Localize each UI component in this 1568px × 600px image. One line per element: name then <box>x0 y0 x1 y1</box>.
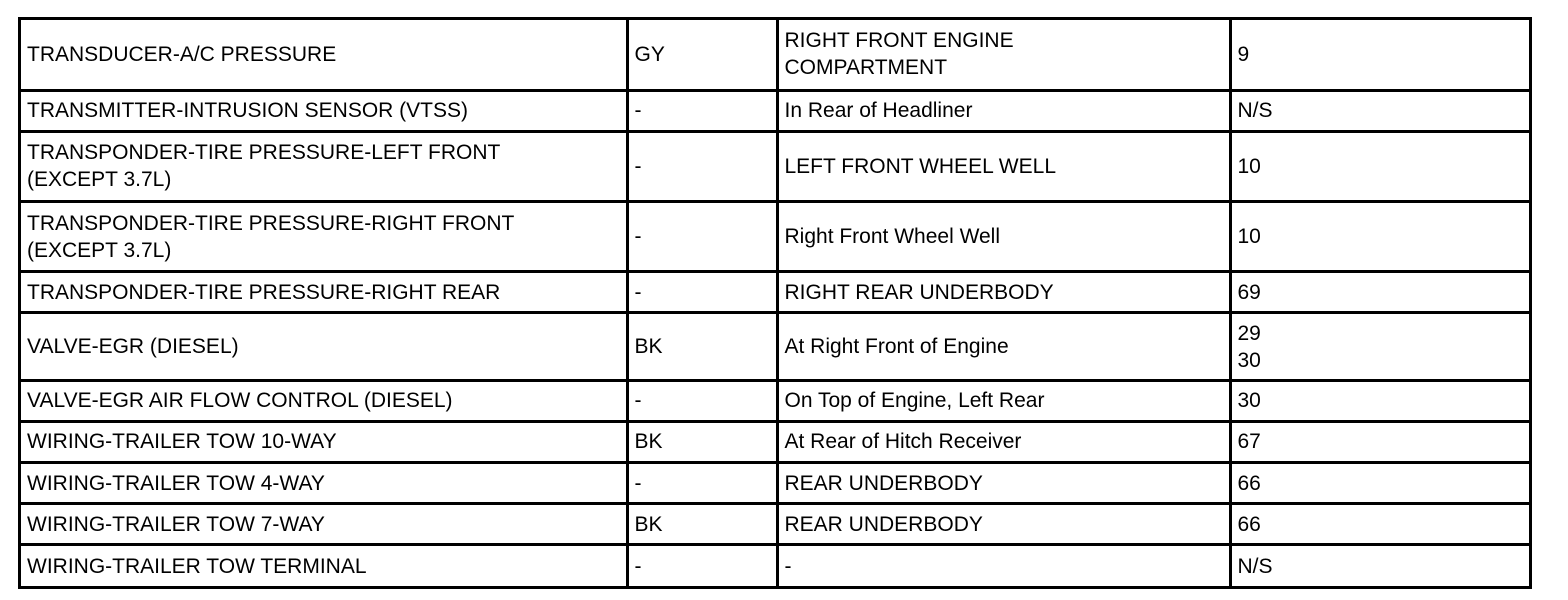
figure-cell: 10 <box>1230 131 1529 201</box>
figure-cell: N/S <box>1230 90 1529 131</box>
location-cell: REAR UNDERBODY <box>777 463 1230 504</box>
figure-cell: 10 <box>1230 202 1529 272</box>
figure-cell: 9 <box>1230 20 1529 90</box>
location-cell: LEFT FRONT WHEEL WELL <box>777 131 1230 201</box>
component-cell: TRANSPONDER-TIRE PRESSURE-RIGHT FRONT (EXCEPT 3.7L) <box>21 202 627 272</box>
component-cell: WIRING-TRAILER TOW 7-WAY <box>21 504 627 545</box>
color-cell: BK <box>627 313 777 380</box>
component-cell: WIRING-TRAILER TOW 4-WAY <box>21 463 627 504</box>
color-cell: - <box>627 131 777 201</box>
component-cell: WIRING-TRAILER TOW TERMINAL <box>21 545 627 586</box>
table-row <box>21 272 1529 313</box>
location-cell: Right Front Wheel Well <box>777 202 1230 272</box>
color-cell: GY <box>627 20 777 90</box>
location-cell: On Top of Engine, Left Rear <box>777 380 1230 421</box>
component-cell: VALVE-EGR (DIESEL) <box>21 313 627 380</box>
component-cell: TRANSMITTER-INTRUSION SENSOR (VTSS) <box>21 90 627 131</box>
color-cell: - <box>627 545 777 586</box>
table-row <box>21 90 1529 131</box>
table-row <box>21 463 1529 504</box>
component-cell: TRANSDUCER-A/C PRESSURE <box>21 20 627 90</box>
component-cell: TRANSPONDER-TIRE PRESSURE-RIGHT REAR <box>21 272 627 313</box>
location-cell: RIGHT FRONT ENGINE COMPARTMENT <box>777 20 1230 90</box>
color-cell: - <box>627 272 777 313</box>
color-cell: - <box>627 90 777 131</box>
location-cell: In Rear of Headliner <box>777 90 1230 131</box>
location-cell: REAR UNDERBODY <box>777 504 1230 545</box>
component-cell: TRANSPONDER-TIRE PRESSURE-LEFT FRONT (EXCEPT 3.7L) <box>21 131 627 201</box>
connector-location-table-frame <box>18 17 1532 589</box>
location-cell: At Right Front of Engine <box>777 313 1230 380</box>
figure-cell: 30 <box>1230 380 1529 421</box>
component-cell: VALVE-EGR AIR FLOW CONTROL (DIESEL) <box>21 380 627 421</box>
table-row <box>21 504 1529 545</box>
component-cell: WIRING-TRAILER TOW 10-WAY <box>21 421 627 462</box>
table-row <box>21 202 1529 272</box>
color-cell: - <box>627 202 777 272</box>
table-row <box>21 545 1529 586</box>
figure-cell: 29 30 <box>1230 313 1529 380</box>
table-row <box>21 131 1529 201</box>
color-cell: BK <box>627 421 777 462</box>
table-row <box>21 421 1529 462</box>
color-cell: - <box>627 380 777 421</box>
color-cell: - <box>627 463 777 504</box>
figure-cell: 66 <box>1230 463 1529 504</box>
table-row <box>21 380 1529 421</box>
table-row <box>21 313 1529 380</box>
figure-cell: 66 <box>1230 504 1529 545</box>
location-cell: RIGHT REAR UNDERBODY <box>777 272 1230 313</box>
figure-cell: 69 <box>1230 272 1529 313</box>
figure-cell: N/S <box>1230 545 1529 586</box>
location-cell: - <box>777 545 1230 586</box>
location-cell: At Rear of Hitch Receiver <box>777 421 1230 462</box>
color-cell: BK <box>627 504 777 545</box>
figure-cell: 67 <box>1230 421 1529 462</box>
connector-location-table <box>21 20 1529 586</box>
table-row <box>21 20 1529 90</box>
